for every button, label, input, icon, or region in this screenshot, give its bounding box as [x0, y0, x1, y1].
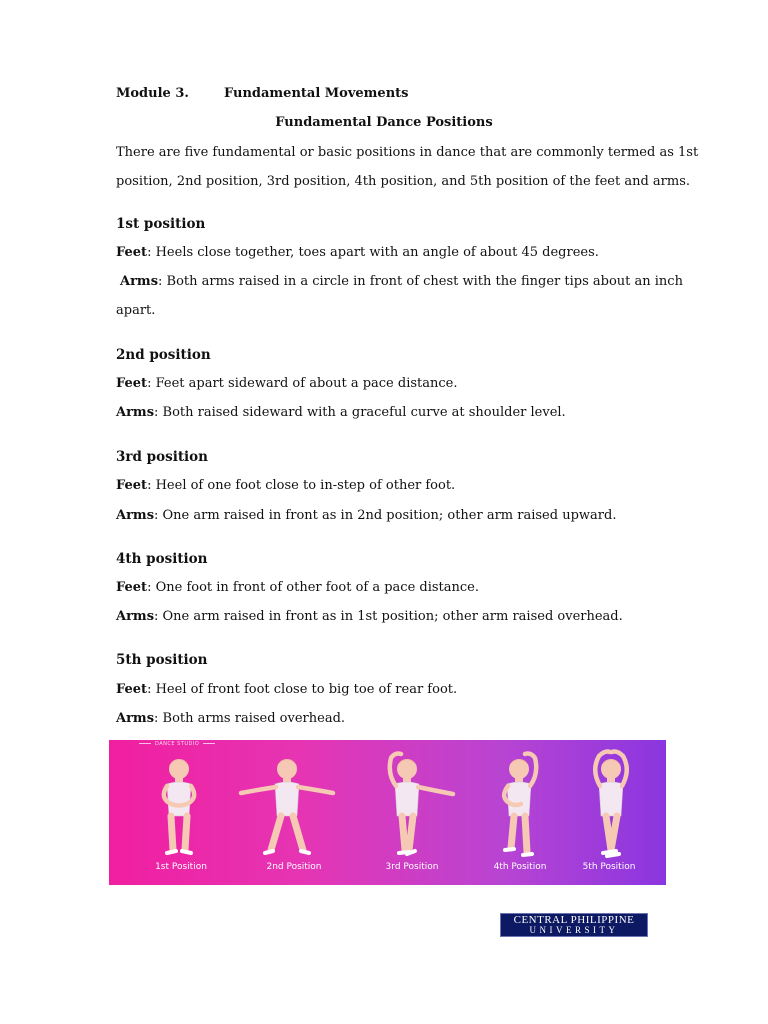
position-3-feet-text: : Heel of one foot close to in-step of other foot.	[147, 478, 456, 493]
position-5-arms	[116, 710, 345, 728]
position-2-arms	[116, 404, 566, 422]
position-4-arms	[116, 608, 623, 626]
feet-label: Feet	[116, 682, 148, 697]
module-title: Fundamental Movements	[224, 86, 409, 101]
figure-4th-position	[469, 746, 569, 866]
figure-3rd-position	[357, 746, 457, 866]
position-2-arms-text: : Both raised sideward with a graceful curve at shoulder level.	[154, 405, 566, 420]
arms-label: Arms	[116, 405, 155, 420]
position-1-heading: 1st position	[116, 216, 206, 232]
position-1-feet	[116, 244, 599, 262]
arms-label: Arms	[116, 609, 155, 624]
caption-5th-position: 5th Position	[582, 862, 636, 872]
position-1-feet-text: : Heels close together, toes apart with an angle of about 45 degrees.	[147, 245, 599, 260]
feet-label: Feet	[116, 245, 148, 260]
position-4-arms-text: : One arm raised in front as in 1st position; other arm raised overhead.	[154, 609, 623, 624]
arms-label: Arms	[116, 508, 155, 523]
position-3-heading: 3rd position	[116, 449, 209, 465]
university-logo	[500, 913, 648, 937]
feet-label: Feet	[116, 580, 148, 595]
figure-1st-position	[129, 746, 229, 866]
logo-line-1: CENTRAL PHILIPPINE	[513, 914, 635, 926]
position-5-feet-text: : Heel of front foot close to big toe of rear foot.	[147, 682, 458, 697]
module-number: Module 3.	[116, 86, 189, 101]
position-2-feet	[116, 375, 458, 393]
dance-positions-illustration	[109, 740, 666, 885]
intro-line-1: There are five fundamental or basic positions in dance that are commonly termed as 1st	[116, 145, 699, 160]
position-1-arms-cont: apart.	[116, 303, 156, 318]
position-5-feet	[116, 681, 457, 699]
position-3-arms-text: : One arm raised in front as in 2nd position; other arm raised upward.	[154, 508, 617, 523]
position-2-feet-text: : Feet apart sideward of about a pace distance.	[147, 376, 458, 391]
position-4-feet	[116, 579, 479, 597]
caption-4th-position: 4th Position	[493, 862, 547, 872]
caption-1st-position: 1st Position	[155, 862, 207, 872]
position-5-heading: 5th position	[116, 652, 208, 668]
position-5-arms-text: : Both arms raised overhead.	[154, 711, 346, 726]
position-2-heading: 2nd position	[116, 347, 211, 363]
position-1-arms-text: : Both arms raised in a circle in front of chest with the finger tips about an inch	[158, 274, 683, 289]
intro-line-2: position, 2nd position, 3rd position, 4th position, and 5th position of the feet and arms.	[116, 174, 691, 189]
figure-2nd-position	[237, 746, 337, 866]
arms-label: Arms	[120, 274, 159, 289]
caption-2nd-position: 2nd Position	[266, 862, 322, 872]
studio-label: DANCE STUDIO	[135, 741, 219, 747]
logo-line-2: UNIVERSITY	[529, 925, 619, 935]
caption-3rd-position: 3rd Position	[385, 862, 439, 872]
feet-label: Feet	[116, 478, 148, 493]
position-1-arms	[120, 273, 683, 291]
section-title: Fundamental Dance Positions	[275, 115, 493, 130]
position-4-heading: 4th position	[116, 551, 208, 567]
figure-5th-position	[561, 746, 661, 866]
feet-label: Feet	[116, 376, 148, 391]
position-4-feet-text: : One foot in front of other foot of a pace distance.	[147, 580, 480, 595]
position-3-feet	[116, 477, 455, 495]
arms-label: Arms	[116, 711, 155, 726]
position-3-arms	[116, 507, 616, 525]
